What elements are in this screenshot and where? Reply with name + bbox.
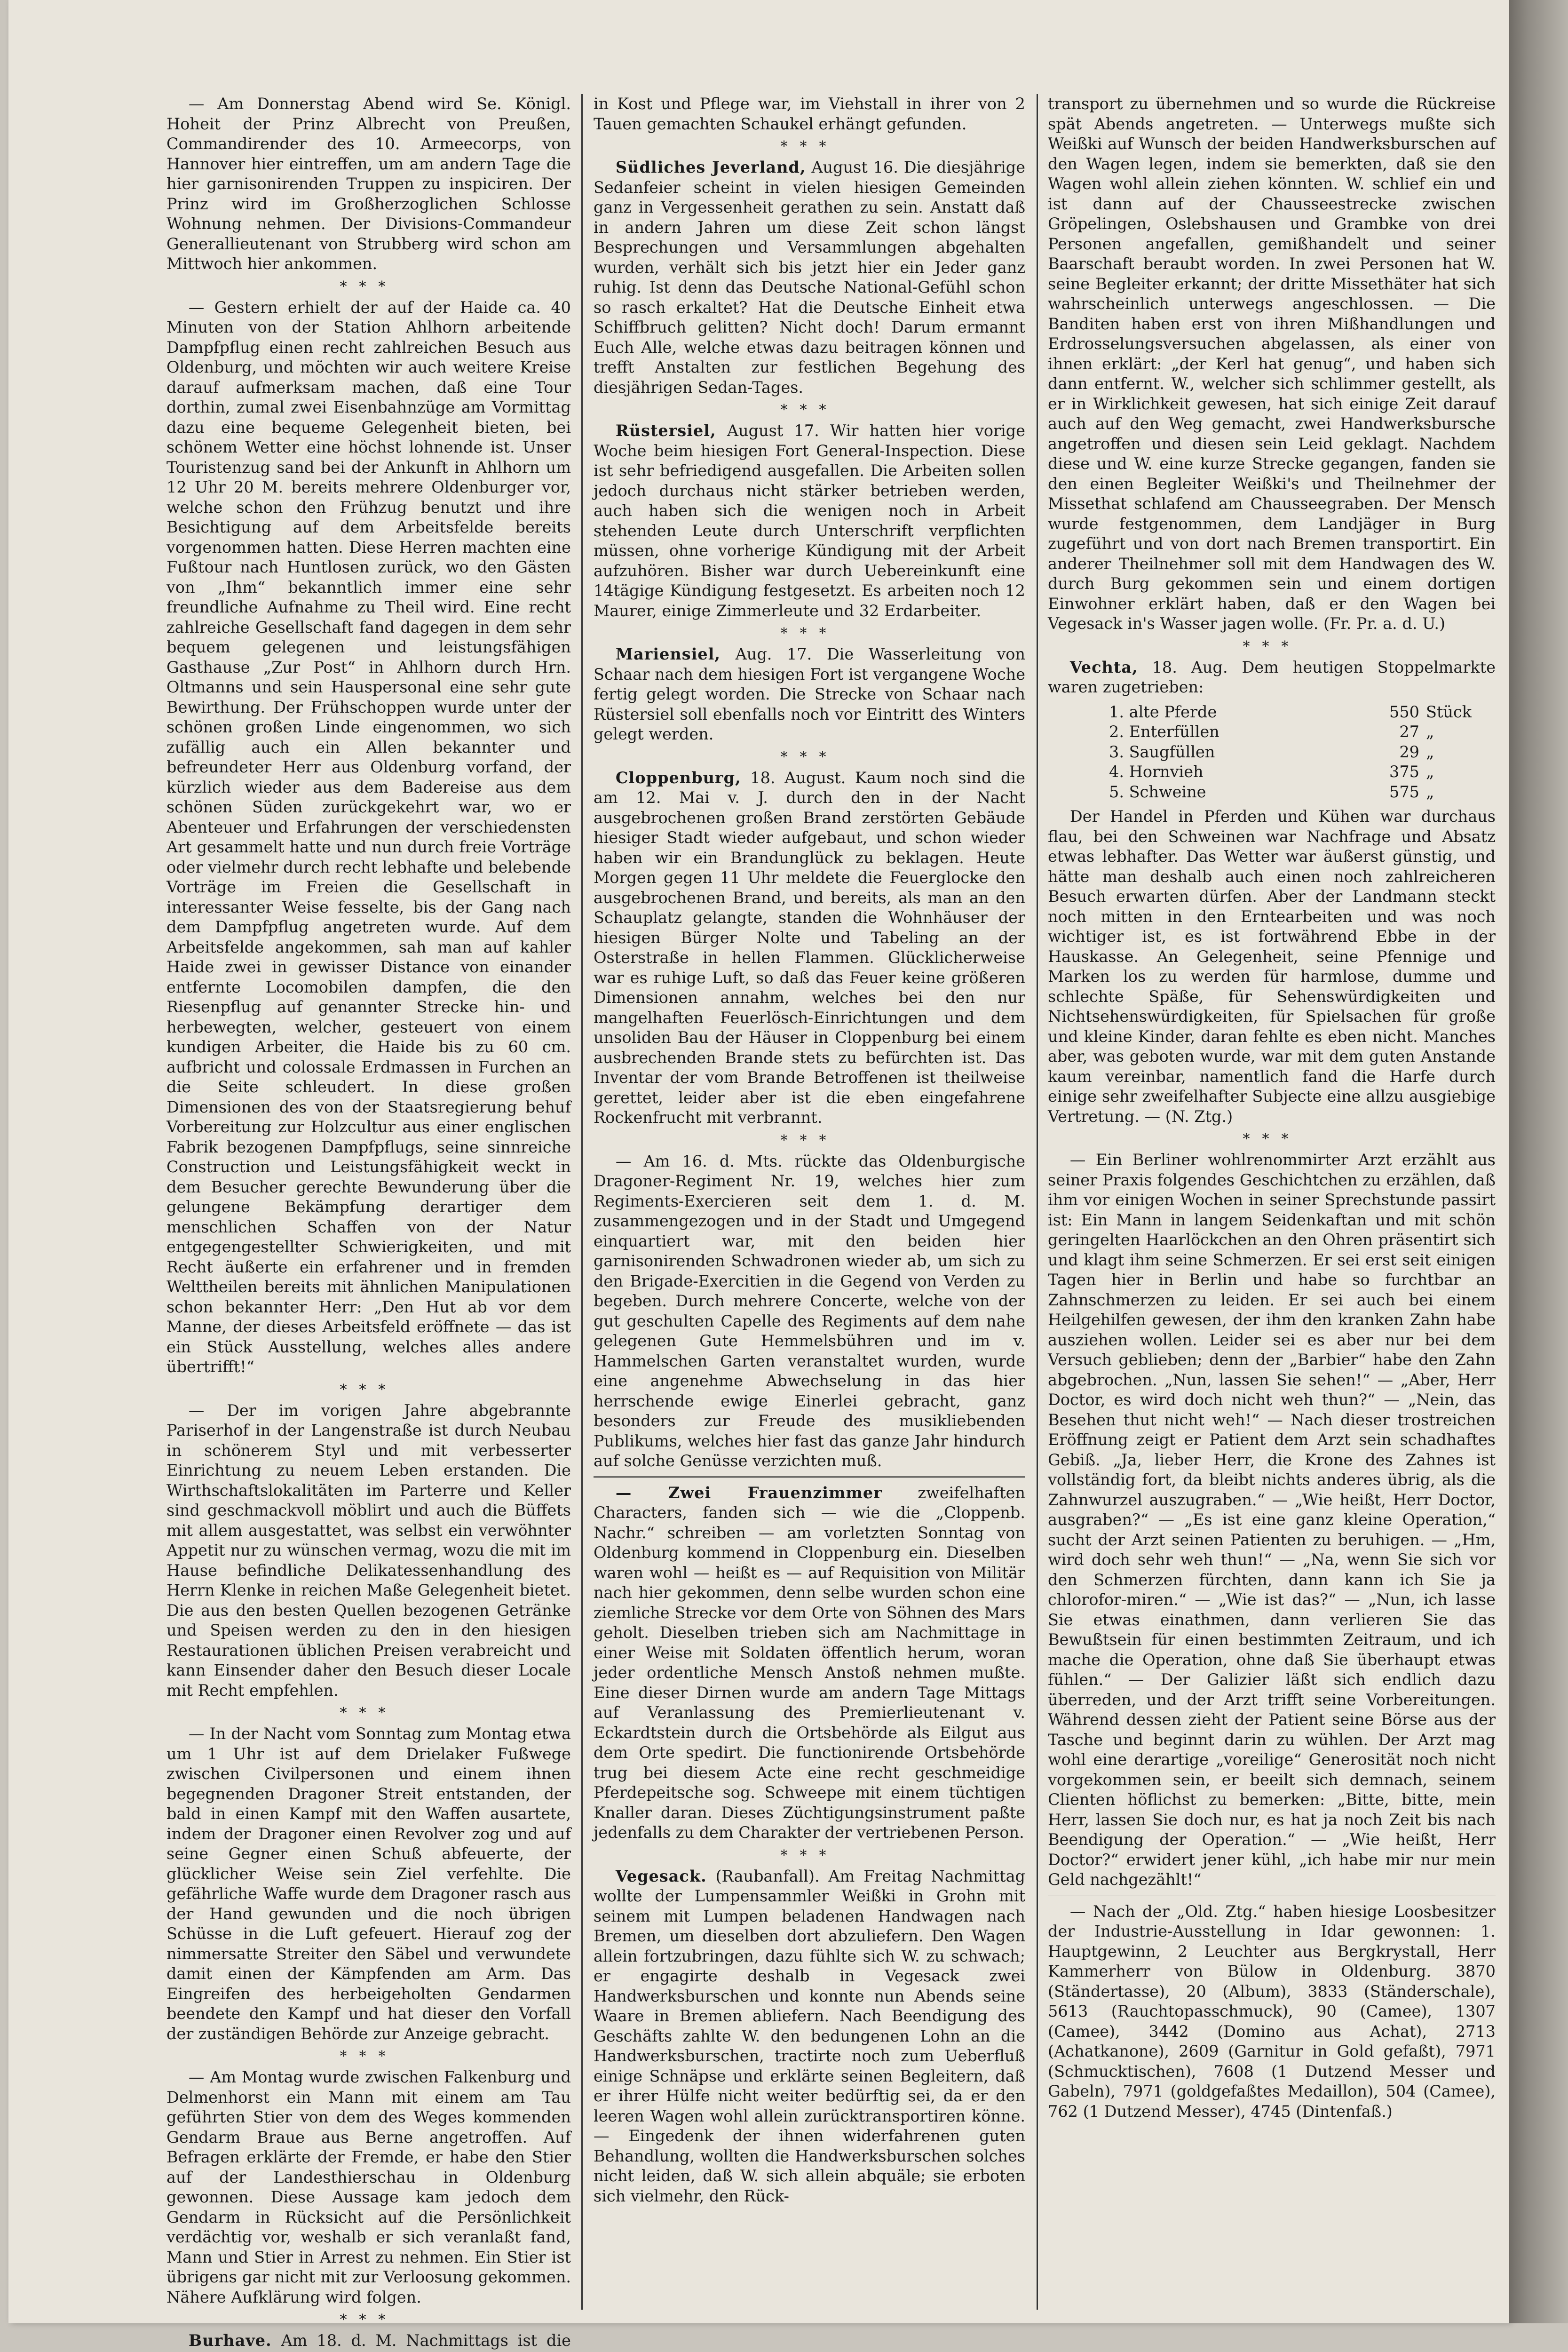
article-text: transport zu übernehmen und so wurde die Rückreise spät Abends angetreten. — Unterwegs mußte sich Weißki auf Wunsch der beiden Handwerksburschen auf den Wagen legen, indem sie bemerkten, daß sie den Wagen wohl allein ziehen könnten. W. schlief ein und ist dann auf der Chausseestrecke zwischen Gröpelingen, Oslebshausen und Grambke von drei Personen angefallen, gemißhandelt und seiner Baarschaft beraubt worden. In zwei Personen hat W. seine Begleiter erkannt; der dritte Missethäter hat sich wahrscheinlich unterwegs angeschlossen. — Die Banditen haben erst von ihren Mißhandlungen und Erdrosselungsversuchen abgelassen, als einer von ihnen erklärt: „der Kerl hat genug“, und haben sich dann entfernt. W., welcher sich schlimmer gestellt, als er in Wirklichkeit gewesen, hat sich einige Zeit darauf auch auf den Weg gemacht, zwei Handwerksbursche angetroffen und diesen sein Leid geklagt. Nachdem diese und W. eine kurze Strecke gegangen, fanden sie den einen Begleiter Weißki's und Theilnehmer der Missethat schlafend am Chausseegraben. Der Mensch wurde festgenommen, dem Landjäger in Burg zugeführt und von dort nach Bremen transportirt. Ein anderer Theilnehmer soll mit dem Handwagen des W. durch Burg gekommen sein und einem dortigen Einwohner erklärt haben, daß er den Wagen bei Vegesack in's Wasser jagen wolle. (Fr. Pr. a. d. U.) bbox=[1048, 95, 1496, 633]
article bbox=[166, 298, 571, 1377]
table-unit: „ bbox=[1426, 723, 1434, 741]
asterism: *** bbox=[780, 625, 839, 642]
article-text: (Raubanfall). Am Freitag Nachmittag wollte der Lumpensammler Weißki in Grohn mit seinem mit Lumpen beladenen Handwagen nach Bremen, um dieselben dort abzuliefern. Den Wagen allein fortzubringen, dazu fühlte sich W. zu schwach; er engagirte deshalb in Vegesack zwei Handwerksburschen und konnte nun Abends seine Waare in Bremen abliefern. Nach Beendigung des Geschäfts zahlte W. den bedungenen Lohn an die Handwerksburschen, tractirte noch zum Ueberfluß einige Schnäpse und erklärte seinen Begleitern, daß er ihrer Hülfe nicht weiter bedürftig sei, da er den leeren Wagen wohl allein zurücktransportiren könne. — Eingedenk der ihnen widerfahrenen guten Behandlung, wollten die Handwerksburschen solches nicht leiden, daß W. sich allein abquäle; sie erboten sich vielmehr, den Rück- bbox=[594, 1867, 1025, 2205]
article bbox=[166, 94, 571, 274]
article bbox=[166, 1401, 571, 1701]
asterism: *** bbox=[340, 1705, 398, 1721]
section-divider bbox=[1048, 1895, 1496, 1896]
article-text: — Nach der „Old. Ztg.“ haben hiesige Loosbesitzer der Industrie-Ausstellung in Idar gewonnen: 1. Hauptgewinn, 2 Leuchter aus Bergkrystall, Herr Kammerherr von Bülow in Oldenburg. 3870 (Ständertasse), 20 (Album), 3833 (Ständerschale), 5613 (Rauchtopasschmuck), 90 (Camee), 1307 (Camee), 3442 (Domino aus Achat), 2713 (Achatkanone), 2609 (Garnitur in Gold gefaßt), 7971 (Schmucktischen), 7608 (1 Dutzend Messer und Gabeln), 7971 (goldgefaßtes Medaillon), 504 (Camee), 762 (1 Dutzend Messer), 4745 (Dintenfaß.) bbox=[1048, 1902, 1496, 2121]
article-text: 18. August. Kaum noch sind die am 12. Mai v. J. durch den in der Nacht ausgebrochenen großen Brand zerstörten Gebäude hiesiger Stadt wieder aufgebaut, und schon wieder haben wir ein Brandunglück zu beklagen. Heute Morgen gegen 11 Uhr meldete die Feuerglocke den ausgebrochenen Brand, und bereits, als man an den Schauplatz gelangte, standen die Wohnhäuser der hiesigen Bürger Nolte und Tabeling an der Osterstraße in hellen Flammen. Glücklicherweise war es ruhige Luft, so daß das Feuer keine größeren Dimensionen annahm, welches bei den nur mangelhaften Feuerlösch-Einrichtungen und dem unsoliden Bau der Häuser in Cloppenburg bei einem ausbrechenden Brande stets zu befürchten ist. Das Inventar der vom Brande Betroffenen ist theilweise gerettet, leider aber ist die eben eingefahrene Rockenfrucht mit verbrannt. bbox=[594, 768, 1025, 1127]
table-row bbox=[1048, 742, 1496, 763]
article-text: Aug. 17. Die Wasserleitung von Schaar nach dem hiesigen Fort ist vergangene Woche fertig gelegt worden. Die Strecke von Schaar nach Rüstersiel soll ebenfalls noch vor Eintritt des Winters gelegt werden. bbox=[594, 645, 1026, 743]
column-rule bbox=[581, 94, 583, 2310]
asterism: *** bbox=[340, 2312, 398, 2328]
article-text: — Am 16. d. Mts. rückte das Oldenburgische Dragoner-Regiment Nr. 19, welches hier zum Regiments-Exercieren seit dem 1. d. M. zusammengezogen und in der Stadt und Umgegend einquartiert war, mit den beiden hier garnisonirenden Schwadronen wieder ab, um sich zu den Brigade-Exercitien in die Gegend von Verden zu begeben. Durch mehrere Concerte, welche von der gut geschulten Capelle des Regiments auf dem nahe gelegenen Gute Hemmelsbühren und im v. Hammelschen Garten veranstaltet wurden, wurde eine angenehme Abwechselung in das hier herrschende ewige Einerlei gebracht, ganz besonders zur Freude des musikliebenden Publikums, welches hier fast das ganze Jahr hindurch auf solche Genüsse verzichten muß. bbox=[594, 1152, 1025, 1470]
article-lead: Cloppenburg, bbox=[615, 768, 741, 787]
table-value: 29 bbox=[1399, 742, 1419, 761]
article-lead: Südliches Jeverland, bbox=[615, 158, 806, 176]
table-unit: Stück bbox=[1426, 702, 1472, 721]
column-1 bbox=[166, 94, 571, 2352]
table-label: 3. Saugfüllen bbox=[1109, 742, 1215, 761]
table-value: 550 bbox=[1389, 702, 1419, 721]
market-table bbox=[1048, 702, 1496, 803]
article bbox=[594, 421, 1025, 621]
article bbox=[594, 1867, 1025, 2207]
asterism: *** bbox=[1243, 638, 1301, 655]
article-text: — Gestern erhielt der auf der Haide ca. 40 Minuten von der Station Ahlhorn arbeitende Dampfpflug einen recht zahlreichen Besuch aus Oldenburg, und möchten wir auch weitere Kreise darauf aufmerksam machen, daß eine Tour dorthin, zumal zwei Eisenbahnzüge am Vormittag dazu eine bequeme Gelegenheit bieten, bei schönem Wetter eine höchst lohnende ist. Unser Touristenzug sand bei der Ankunft in Ahlhorn um 12 Uhr 20 M. bereits mehrere Oldenburger vor, welche schon den Frühzug benutzt und ihre Besichtigung auf dem Arbeitsfelde bereits vorgenommen hatten. Diese Herren machten eine Fußtour nach Huntlosen zurück, wo den Gästen von „Ihm“ bekanntlich immer eine sehr freundliche Aufnahme zu Theil wird. Eine recht zahlreiche Gesellschaft fand dagegen in dem sehr bequem gelegenen und leistungsfähigen Gasthause „Zur Post“ in Ahlhorn durch Hrn. Oltmanns und sein Hauspersonal eine sehr gute Bewirthung. Der Frühschoppen wurde unter der schönen großen Linde eingenommen, wo sich zufällig auch ein Allen bekannter und befreundeter Herr aus Oldenburg vorfand, der kürzlich wieder aus dem Badereise aus dem schönen Süden zurückgekehrt war, wo er Abenteuer und Erfahrungen der verschiedensten Art gesammelt hatte und nun durch freie Vorträge oder vielmehr durch recht lebhafte und belebende Vorträge im Freien die Gesellschaft in interessanter Weise fesselte, bis der Gang nach dem Dampfpflug angetreten wurde. Auf dem Arbeitsfelde angekommen, sah man auf kahler Haide zwei in gewisser Distance von einander entfernte Locomobilen dampfen, die den Riesenpflug auf genannter Strecke hin- und herbewegten, welcher, gesteuert von einem kundigen Arbeiter, die Haide bis zu 60 cm. aufbricht und colossale Erdmassen in Furchen an die Seite schleudert. In diese großen Dimensionen des von der Staatsregierung behuf Vorbereitung zur Holzcultur aus einer englischen Fabrik bezogenen Dampfpflugs, seine sinnreiche Construction und Leistungsfähigkeit weckt in dem Besucher gerechte Bewunderung über die gelungene Bekämpfung derartiger dem menschlichen Schaffen von der Natur entgegengestellter Schwierigkeiten, und mit Recht äußerte ein erfahrener und in fremden Welttheilen bereits mit ähnlichen Manipulationen schon bekannter Herr: „Den Hut ab vor dem Manne, der dieses Arbeitsfeld eröffnete — das ist ein Stück Ausstellung, welches alles andere übertrifft!“ bbox=[166, 298, 571, 1376]
table-label: 4. Hornvieh bbox=[1109, 763, 1204, 781]
article bbox=[166, 2067, 571, 2307]
article-text: in Kost und Pflege war, im Viehstall in ihrer von 2 Tauen gemachten Schaukel erhängt gefunden. bbox=[594, 95, 1025, 133]
asterism: *** bbox=[340, 1381, 398, 1398]
table-unit: „ bbox=[1426, 782, 1434, 801]
article bbox=[594, 1483, 1025, 1843]
asterism: *** bbox=[340, 2048, 398, 2065]
article-text: August 17. Wir hatten hier vorige Woche beim hiesigen Fort General-Inspection. Diese ist sehr befriedigend ausgefallen. Die Arbeiten sollen jedoch durchaus nicht stärker betrieben werden, auch haben sich die wenigen noch in Arbeit stehenden Leute durch Unterschrift verpflichten müssen, ohne vorherige Kündigung mit der Arbeit aufzuhören. Bisher war durch Uebereinkunft eine 14tägige Kündigung festgesetzt. Es arbeiten noch 12 Maurer, einige Zimmerleute und 32 Erdarbeiter. bbox=[594, 421, 1025, 620]
article-lead: Rüstersiel, bbox=[615, 421, 716, 440]
article-lead: Mariensiel, bbox=[615, 645, 721, 663]
asterism: *** bbox=[780, 1132, 839, 1149]
article bbox=[1048, 1150, 1496, 1890]
asterism: *** bbox=[780, 748, 839, 765]
page-edge bbox=[1509, 0, 1568, 2323]
table-row bbox=[1048, 762, 1496, 782]
column-3 bbox=[1048, 94, 1496, 2126]
article bbox=[1048, 1902, 1496, 2122]
column-2 bbox=[594, 94, 1025, 2211]
article-text: — In der Nacht vom Sonntag zum Montag etwa um 1 Uhr ist auf dem Drielaker Fußwege zwischen Civilpersonen und einem ihnen begegnenden Dragoner Streit entstanden, der bald in einen Kampf mit den Waffen ausartete, indem der Dragoner einen Revolver zog und auf seine Gegner einen Schuß abfeuerte, der glücklicher Weise sein Ziel verfehlte. Die gefährliche Waffe wurde dem Dragoner rasch aus der Hand gewunden und die noch übrigen Schüsse in die Luft gefeuert. Hierauf zog der nimmersatte Streiter den Säbel und verwundete damit einen der Kämpfenden am Arm. Das Eingreifen des herbeigeholten Gendarmen beendete den Kampf und hat dieser den Vorfall der zuständigen Behörde zur Anzeige gebracht. bbox=[166, 1724, 571, 2043]
article bbox=[594, 768, 1025, 1128]
article bbox=[594, 1152, 1025, 1471]
article bbox=[594, 94, 1025, 134]
table-unit: „ bbox=[1426, 742, 1434, 761]
article-text: August 16. Die diesjährige Sedanfeier scheint in vielen hiesigen Gemeinden ganz in Vergessenheit gerathen zu sein. Anstatt daß in andern Jahren um diese Zeit schon längst Besprechungen und Versammlungen abgehalten wurden, verhält sich bis jetzt hier ein Jeder ganz ruhig. Ist denn das Deutsche National-Gefühl schon so rasch erkaltet? Hat die Deutsche Einheit etwa Schiffbruch gelitten? Nicht doch! Darum ermannt Euch Alle, welche etwas dazu beitragen können und trefft Anstalten zur festlichen Begehung des diesjährigen Sedan-Tages. bbox=[594, 158, 1026, 397]
asterism: *** bbox=[1243, 1131, 1301, 1147]
table-value: 27 bbox=[1399, 723, 1419, 741]
article-text: — Ein Berliner wohlrenommirter Arzt erzählt aus seiner Praxis folgendes Geschichtchen zu erzählen, daß ihm vor einigen Wochen in seiner Sprechstunde passirt ist: Ein Mann in langem Seidenkaftan und mit schön geringelten Haarlöckchen an den Ohren präsentirt sich und klagt ihm seine Schmerzen. Er sei erst seit einigen Tagen hier in Berlin und habe so furchtbar an Zahnschmerzen zu leiden. Er sei auch bei einem Heilgehilfen gewesen, der ihm den kranken Zahn habe ausziehen wollen. Leider sei es aber nur bei dem Versuch geblieben; denn der „Barbier“ habe den Zahn abgebrochen. „Nun, lassen Sie sehen!“ — „Aber, Herr Doctor, es wird doch nicht weh thun?“ — „Nein, das Besehen thut nicht weh!“ — Nach dieser trostreichen Eröffnung zeigt er Patient dem Arzt sein schadhaftes Gebiß. „Ja, lieber Herr, die Krone des Zahnes ist vollständig fort, da bleibt nichts anderes übrig, als die Zahnwurzel auszugraben.“ — „Wie heißt, Herr Doctor, ausgraben?“ — „Es ist eine ganz kleine Operation,“ sucht der Arzt seinen Patienten zu beruhigen. — „Hm, wird doch sehr weh thun!“ — „Na, wenn Sie sich vor den Schmerzen fürchten, dann kann ich Sie ja chlorofor-miren.“ — „Wie ist das?“ — „Nun, ich lasse Sie etwas einathmen, dann verlieren Sie das Bewußtsein für einen bestimmten Zeitraum, und ich mache die Operation, ohne daß Sie überhaupt etwas fühlen.“ — Der Galizier läßt sich endlich dazu überreden, und der Arzt trifft seine Vorbereitungen. Während dessen zieht der Patient seine Börse aus der Tasche und beginnt darin zu wühlen. Der Arzt mag wohl eine derartige „voreilige“ Generosität noch nicht vorgekommen sein, er beeilt sich demnach, seinem Clienten höflichst zu bemerken: „Bitte, bitte, mein Herr, lassen Sie doch nur, es hat ja noch Zeit bis nach Beendigung der Operation.“ — „Wie heißt, Herr Doctor?“ erwidert jener kühl, „ich habe mir nur mein Geld nachgezählt!“ bbox=[1048, 1151, 1496, 1889]
article-text: Der Handel in Pferden und Kühen war durchaus flau, bei den Schweinen war Nachfrage und Absatz etwas lebhafter. Das Wetter war äußerst günstig, und hätte man deshalb auch einen noch zahlreicheren Besuch erwarten dürfen. Aber der Landmann steckt noch mitten in den Erntearbeiten und was noch wichtiger ist, es ist fortwährend Ebbe in der Hauskasse. An Gelegenheit, seine Pfennige und Marken los zu werden für harmlose, dumme und schlechte Späße, für Sehenswürdigkeiten und Nichtsehenswürdigkeiten, für Spielsachen für große und kleine Kinder, daran fehlte es eben nicht. Manches aber, was geboten wurde, war mit dem guten Anstande kaum vereinbar, namentlich fand die Harfe durch einige sehr zweifelhafter Subjecte eine allzu ausgiebige Vertretung. — (N. Ztg.) bbox=[1048, 807, 1496, 1126]
article-text: — Am Donnerstag Abend wird Se. Königl. Hoheit der Prinz Albrecht von Preußen, Commandirender des 10. Armeecorps, von Hannover hier eintreffen, um am andern Tage die hier garnisonirenden Truppen zu inspiciren. Der Prinz wird im Großherzoglichen Schlosse Wohnung nehmen. Der Divisions-Commandeur Generallieutenant von Strubberg wird schon am Mittwoch hier ankommen. bbox=[166, 95, 571, 273]
article-text: — Der im vorigen Jahre abgebrannte Pariserhof in der Langenstraße ist durch Neubau in schönerem Styl und mit verbesserter Einrichtung zu neuem Leben erstanden. Die Wirthschaftslokalitäten im Parterre und Keller sind geschmackvoll möblirt und auch die Büffets mit allem ausgestattet, was selbst ein verwöhnter Appetit nur zu wünschen vermag, wozu die mit im Hause befindliche Delikatessenhandlung des Herrn Klenke in reichen Maße Gelegenheit bietet. Die aus den besten Quellen bezogenen Getränke und Speisen werden zu den in den hiesigen Restaurationen üblichen Preisen verabreicht und kann Einsender daher den Besuch dieser Locale mit Recht empfehlen. bbox=[166, 1401, 571, 1700]
asterism: *** bbox=[780, 1847, 839, 1864]
table-value: 375 bbox=[1389, 763, 1419, 781]
article bbox=[594, 644, 1025, 745]
table-label: 1. alte Pferde bbox=[1109, 702, 1217, 721]
article bbox=[1048, 807, 1496, 1127]
article-text: 18. Aug. Dem heutigen Stoppelmarkte waren zugetrieben: bbox=[1048, 658, 1496, 696]
article-text: — Am Montag wurde zwischen Falkenburg und Delmenhorst ein Mann mit einem am Tau geführten Stier von dem des Weges kommenden Gendarm Braue aus Berne angetroffen. Auf Befragen erklärte der Fremde, er habe den Stier auf der Landesthierschau in Oldenburg gewonnen. Diese Aussage kam jedoch dem Gendarm in Rücksicht auf die Persönlichkeit verdächtig vor, weshalb er sich veranlaßt fand, Mann und Stier in Arrest zu nehmen. Ein Stier ist übrigens gar nicht mit zur Verloosung gekommen. Nähere Aufklärung wird folgen. bbox=[166, 2068, 571, 2306]
article-lead: Vegesack. bbox=[615, 1867, 707, 1885]
article bbox=[1048, 94, 1496, 634]
table-row bbox=[1048, 702, 1496, 723]
asterism: *** bbox=[780, 402, 839, 418]
article bbox=[1048, 658, 1496, 698]
article bbox=[166, 2331, 571, 2352]
article bbox=[166, 1724, 571, 2044]
table-row bbox=[1048, 722, 1496, 742]
table-label: 5. Schweine bbox=[1109, 782, 1206, 801]
article bbox=[594, 158, 1025, 397]
asterism: *** bbox=[340, 278, 398, 295]
article-text: zweifelhaften Characters, fanden sich — wie die „Cloppenb. Nachr.“ schreiben — am vorletzten Sonntag von Oldenburg kommend in Cloppenburg ein. Dieselben waren wohl — heißt es — auf Requisition von Militär nach hier gekommen, denn selbe wurden schon eine ziemliche Strecke vor dem Orte von Söhnen des Mars geholt. Dieselben trieben sich am Nachmittage in einer Weise mit Soldaten öffentlich herum, woran jeder ordentliche Mensch Anstoß nehmen mußte. Eine dieser Dirnen wurde am andern Tage Mittags auf Veranlassung des Premierlieutenant v. Eckardtstein durch die Ortsbehörde als Eilgut aus dem Orte spedirt. Die functionirende Ortsbehörde trug bei diesem Acte eine recht geschmeidige Pferdepeitsche sog. Schweepe mit einem tüchtigen Knaller daran. Dieses Züchtigungsinstrument paßte jedenfalls zu dem Charakter der vertriebenen Person. bbox=[594, 1483, 1025, 1842]
section-divider bbox=[594, 1476, 1025, 1478]
article-text: Am 18. d. M. Nachmittags ist die bbox=[281, 2331, 571, 2350]
table-label: 2. Enterfüllen bbox=[1109, 723, 1220, 741]
article-lead: Burhave. bbox=[188, 2331, 272, 2350]
table-unit: „ bbox=[1426, 763, 1434, 781]
table-value: 575 bbox=[1389, 782, 1419, 801]
column-rule bbox=[1037, 94, 1038, 2310]
article-lead: — Zwei Frauenzimmer bbox=[615, 1483, 882, 1502]
asterism: *** bbox=[780, 138, 839, 155]
article-lead: Vechta, bbox=[1069, 658, 1138, 676]
table-row bbox=[1048, 782, 1496, 803]
